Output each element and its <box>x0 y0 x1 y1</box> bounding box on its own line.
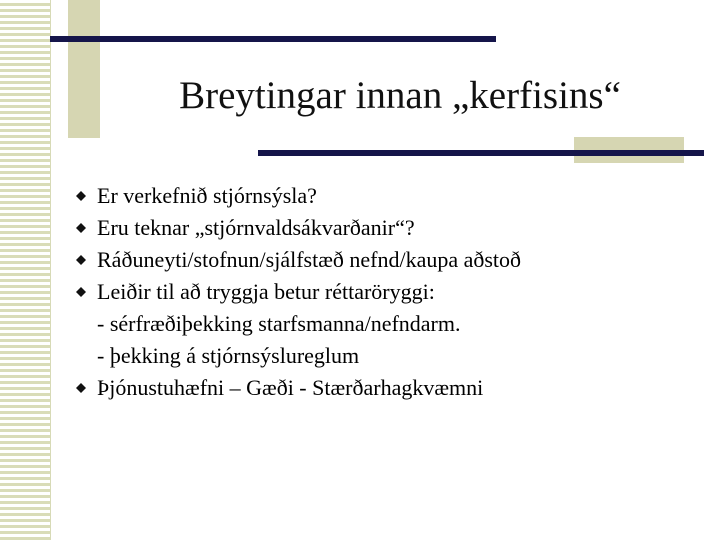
diamond-bullet-icon <box>76 383 86 393</box>
bullet-text: Eru teknar „stjórnvaldsákvarðanir“? <box>97 215 415 240</box>
diamond-bullet-icon <box>76 287 86 297</box>
sub-item-text: - sérfræðiþekking starfsmanna/nefndarm. <box>97 311 461 336</box>
tan-block-top-decoration <box>68 0 100 138</box>
bullet-item <box>76 244 696 276</box>
diamond-bullet-icon <box>76 255 86 265</box>
bullet-list <box>76 180 696 404</box>
sub-item-text: - þekking á stjórnsýslureglum <box>97 343 360 368</box>
sub-item <box>76 308 696 340</box>
bullet-item <box>76 212 696 244</box>
bullet-text: Ráðuneyti/stofnun/sjálfstæð nefnd/kaupa aðstoð <box>97 247 522 272</box>
bullet-item <box>76 276 696 308</box>
slide-title: Breytingar innan „kerfisins“ <box>179 74 621 117</box>
bullet-text: Leiðir til að tryggja betur réttaröryggi: <box>97 279 435 304</box>
bottom-accent-bar <box>258 150 704 156</box>
left-stripe-decoration <box>0 0 51 540</box>
bullet-item <box>76 180 696 212</box>
top-accent-bar <box>50 36 496 42</box>
bullet-text: Þjónustuhæfni – Gæði - Stærðarhagkvæmni <box>97 375 484 400</box>
bullet-item <box>76 372 696 404</box>
sub-item <box>76 340 696 372</box>
diamond-bullet-icon <box>76 191 86 201</box>
bullet-text: Er verkefnið stjórnsýsla? <box>97 183 317 208</box>
diamond-bullet-icon <box>76 223 86 233</box>
